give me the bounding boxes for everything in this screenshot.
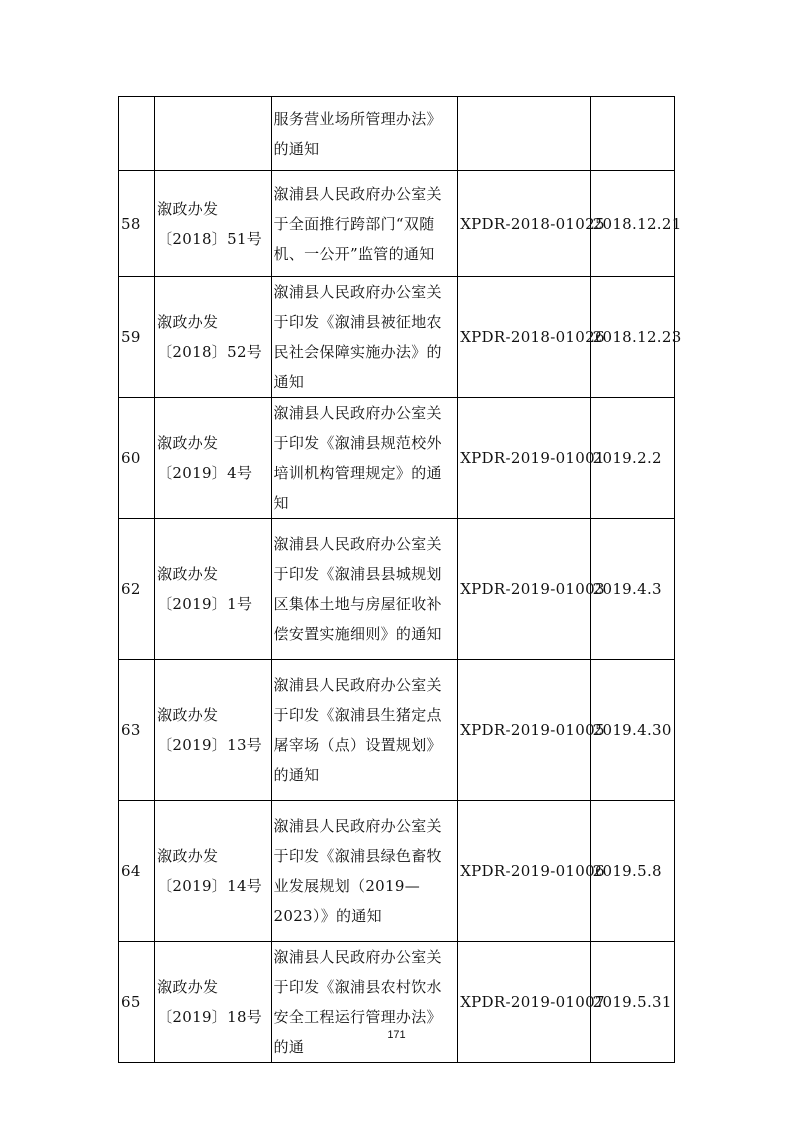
title-cell: 溆浦县人民政府办公室关于印发《溆浦县规范校外培训机构管理规定》的通知: [271, 398, 458, 519]
date-cell: 2019.4.3: [590, 519, 674, 660]
doc-number-cell: 溆政办发〔2019〕14号: [155, 801, 271, 942]
row-number-cell: 59: [119, 277, 155, 398]
table-row: [119, 97, 675, 171]
date-cell: 2018.12.21: [590, 171, 674, 277]
code-cell: XPDR-2019-01006: [458, 801, 590, 942]
title-cell: 溆浦县人民政府办公室关于印发《溆浦县绿色畜牧业发展规划（2019—2023）》的通知: [271, 801, 458, 942]
doc-number-cell: [155, 97, 271, 171]
row-number-cell: 63: [119, 660, 155, 801]
row-number-cell: 60: [119, 398, 155, 519]
row-number-cell: 65: [119, 942, 155, 1063]
code-cell: XPDR-2018-01025: [458, 171, 590, 277]
doc-number-cell: 溆政办发〔2018〕51号: [155, 171, 271, 277]
table-row: [119, 801, 675, 942]
row-number-cell: 62: [119, 519, 155, 660]
title-cell: 溆浦县人民政府办公室关于印发《溆浦县县城规划区集体土地与房屋征收补偿安置实施细则》的通知: [271, 519, 458, 660]
code-cell: [458, 97, 590, 171]
table-row: [119, 171, 675, 277]
date-cell: 2019.5.31: [590, 942, 674, 1063]
date-cell: 2019.4.30: [590, 660, 674, 801]
page-number: 171: [387, 1029, 406, 1041]
doc-number-cell: 溆政办发〔2019〕13号: [155, 660, 271, 801]
table-row: [119, 660, 675, 801]
date-cell: 2018.12.23: [590, 277, 674, 398]
title-cell: 溆浦县人民政府办公室关于印发《溆浦县生猪定点屠宰场（点）设置规划》的通知: [271, 660, 458, 801]
code-cell: XPDR-2018-01026: [458, 277, 590, 398]
title-cell: 溆浦县人民政府办公室关于印发《溆浦县农村饮水安全工程运行管理办法》的通: [271, 942, 458, 1063]
date-cell: [590, 97, 674, 171]
table-row: [119, 398, 675, 519]
title-cell: 溆浦县人民政府办公室关于全面推行跨部门“双随机、一公开”监管的通知: [271, 171, 458, 277]
table-row: [119, 519, 675, 660]
code-cell: XPDR-2019-01003: [458, 519, 590, 660]
doc-number-cell: 溆政办发〔2019〕4号: [155, 398, 271, 519]
row-number-cell: 64: [119, 801, 155, 942]
document-table: [118, 96, 682, 1063]
doc-number-cell: 溆政办发〔2018〕52号: [155, 277, 271, 398]
title-cell: 服务营业场所管理办法》的通知: [271, 97, 458, 171]
doc-number-cell: 溆政办发〔2019〕18号: [155, 942, 271, 1063]
table-row: [119, 277, 675, 398]
code-cell: XPDR-2019-01007: [458, 942, 590, 1063]
title-cell: 溆浦县人民政府办公室关于印发《溆浦县被征地农民社会保障实施办法》的通知: [271, 277, 458, 398]
date-cell: 2019.2.2: [590, 398, 674, 519]
table-row: [119, 942, 675, 1063]
date-cell: 2019.5.8: [590, 801, 674, 942]
doc-number-cell: 溆政办发〔2019〕1号: [155, 519, 271, 660]
row-number-cell: 58: [119, 171, 155, 277]
code-cell: XPDR-2019-01001: [458, 398, 590, 519]
code-cell: XPDR-2019-01005: [458, 660, 590, 801]
row-number-cell: [119, 97, 155, 171]
